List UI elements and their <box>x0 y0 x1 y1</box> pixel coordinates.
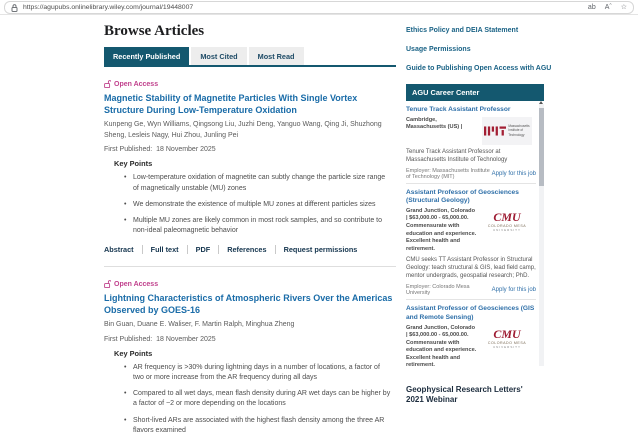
mit-logo-text: Massachusetts Institute of Technology <box>508 124 530 137</box>
article-published <box>104 146 396 153</box>
job-title-link[interactable]: Tenure Track Assistant Professor <box>406 106 511 113</box>
open-lock-icon <box>104 80 111 88</box>
key-point: • Short-lived ARs are associated with the highest flash density among the three AR flavors examined <box>124 416 392 436</box>
browser-toolbar <box>0 0 638 15</box>
career-center-header: AGU Career Center <box>406 84 544 101</box>
article-authors: Kunpeng Ge, Wyn Williams, Qingsong Liu, Juzhi Deng, Yanguo Wang, Qing Ji, Shuzhong Sheng, Lesleis Nagy, Hui Zhou, Junling Pei <box>104 121 382 139</box>
article-published <box>104 336 396 343</box>
job-title-link[interactable]: Assistant Professor of Geosciences (Structural Geology) <box>406 188 519 205</box>
job-employer: Employer: Massachusetts Institute of Technology (MIT) <box>406 167 490 180</box>
read-aloud-icon[interactable]: Aˆ <box>604 4 612 11</box>
job-list <box>406 101 544 369</box>
article-title-link[interactable]: Magnetic Stability of Magnetite Particles With Single Vortex Structure During Low-Temperature Oxidation <box>104 93 358 115</box>
key-points-list <box>124 363 392 436</box>
sidebar-link-usage-permissions[interactable]: Usage Permissions <box>406 46 471 53</box>
key-point: • AR frequency is >30% during lightning days in a number of locations, a factor of two or more increase from the AR frequency during all days <box>124 363 392 383</box>
full-text-link[interactable]: Full text <box>142 245 187 254</box>
page-title: Browse Articles <box>104 23 205 39</box>
open-access-badge <box>104 280 396 288</box>
published-label: First Published: <box>104 335 153 343</box>
key-points-heading: Key Points <box>114 159 153 169</box>
open-access-badge <box>104 80 396 88</box>
job-location: Grand Junction, Colorado | $63,000.00 - 65,000.00. Commensurate with education and experience. Excellent health and retirement. <box>406 207 477 252</box>
open-access-label: Open Access <box>114 80 159 88</box>
scrollbar-thumb[interactable] <box>539 108 544 186</box>
job-list-scrollbar[interactable] <box>539 104 544 366</box>
sidebar-link-ethics-policy[interactable]: Ethics Policy and DEIA Statement <box>406 27 519 34</box>
open-access-label: Open Access <box>114 280 159 288</box>
article-card <box>104 280 396 436</box>
apply-link[interactable]: Apply for this job <box>491 287 536 294</box>
job-description: CMU seeks TT Assistant Professor in Structural Geology: teach structural & GIS, lead field camp, mentor undergrads, geospatial research; PhD. <box>406 257 536 280</box>
references-link[interactable]: References <box>218 245 274 254</box>
tab-recently-published[interactable]: Recently Published <box>104 47 189 65</box>
key-point: • Multiple MU zones are likely common in most rock samples, and so contribute to non-ideal paleomagnetic behavior <box>124 216 392 236</box>
open-lock-icon <box>104 280 111 288</box>
published-label: First Published: <box>104 146 153 154</box>
main-content <box>104 15 396 444</box>
colorado-mesa-logo: CMU COLORADO MESA UNIVERSITY <box>487 327 527 350</box>
article-action-links <box>104 245 396 254</box>
job-title-link[interactable]: Assistant Professor of Geosciences (GIS and Remote Sensing) <box>406 305 535 321</box>
job-location: Grand Junction, Colorado | $63,000.00 - 65,000.00. Commensurate with education and experience. Excellent health and retirement. <box>406 324 477 369</box>
job-listing <box>406 101 536 183</box>
article-authors: Bin Guan, Duane E. Waliser, F. Martin Ralph, Minghua Zheng <box>104 321 295 329</box>
key-point: • Low-temperature oxidation of magnetite can subtly change the particle size range of magnetically unstable (MU) zones <box>124 173 392 193</box>
scroll-up-icon[interactable] <box>539 101 543 104</box>
job-employer: Employer: Colorado Mesa University <box>406 284 470 297</box>
apply-link[interactable]: Apply for this job <box>491 170 536 177</box>
tab-most-read[interactable]: Most Read <box>249 47 304 65</box>
url-text[interactable]: https://agupubs.onlinelibrary.wiley.com/journal/19448007 <box>23 4 194 11</box>
pdf-link[interactable]: PDF <box>187 245 219 254</box>
job-listing <box>406 183 536 300</box>
request-permissions-link[interactable]: Request permissions <box>275 245 366 254</box>
article-card <box>104 80 396 254</box>
published-date: 18 November 2025 <box>156 146 216 154</box>
published-date: 18 November 2025 <box>156 335 216 343</box>
key-point: • We demonstrate the existence of multiple MU zones at different particles sizes <box>124 200 392 210</box>
article-title-link[interactable]: Lightning Characteristics of Atmospheric Rivers Over the Americas Observed by GOES-16 <box>104 293 393 315</box>
job-description: Tenure Track Assistant Professor at Massachusetts Institute of Technology <box>406 148 508 163</box>
mit-logo <box>482 117 532 145</box>
right-sidebar <box>406 0 552 406</box>
lock-icon[interactable] <box>11 4 18 12</box>
key-point: • Compared to all wet days, mean flash density during AR wet days can be higher by a factor of ~2 or more depending on the locations <box>124 389 392 409</box>
abstract-link[interactable]: Abstract <box>104 245 134 255</box>
article-divider <box>104 266 396 267</box>
colorado-mesa-logo: CMU COLORADO MESA UNIVERSITY <box>487 210 527 233</box>
favorite-star-icon[interactable]: ☆ <box>620 4 627 11</box>
key-points-heading: Key Points <box>114 348 153 358</box>
agu-career-center <box>406 84 544 369</box>
job-location: Cambridge, Massachusetts (US) | <box>406 116 463 131</box>
tab-bar <box>104 47 396 67</box>
address-bar[interactable] <box>4 1 634 14</box>
tab-most-cited[interactable]: Most Cited <box>191 47 246 65</box>
job-listing <box>406 299 536 369</box>
key-points-list <box>124 173 392 236</box>
sidebar-link-open-access-guide[interactable]: Guide to Publishing Open Access with AGU <box>406 65 552 72</box>
translate-icon[interactable]: ab <box>587 4 596 11</box>
webinar-heading: Geophysical Research Letters' 2021 Webinar <box>406 385 523 405</box>
